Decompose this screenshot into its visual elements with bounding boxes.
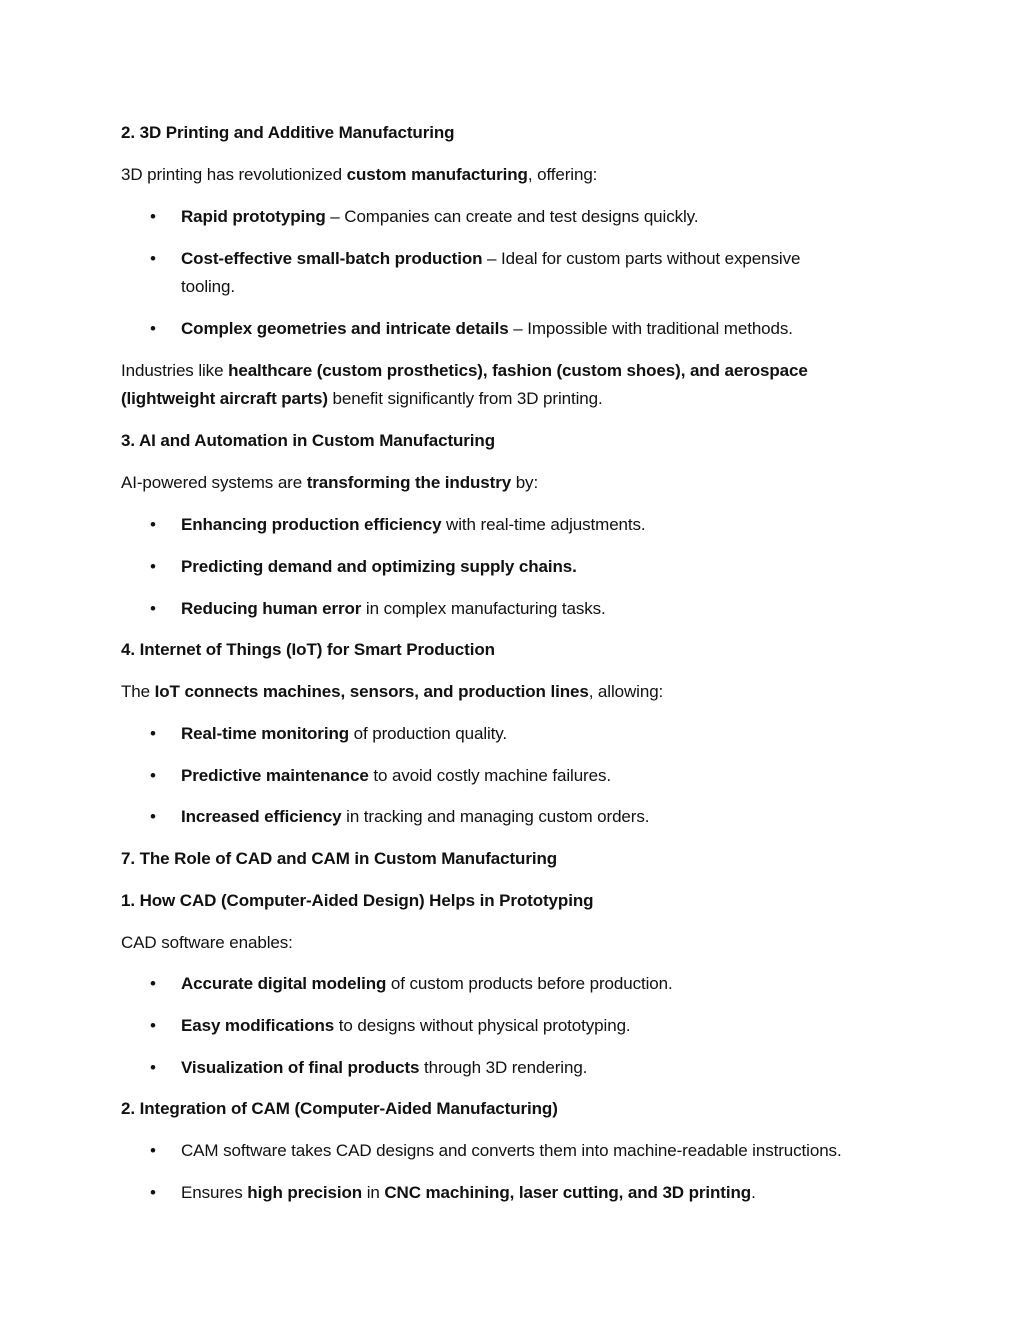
text: through 3D rendering.: [419, 1058, 588, 1077]
bullet-icon: •: [150, 515, 156, 534]
text: with real-time adjustments.: [441, 515, 646, 534]
bullet-icon: •: [150, 557, 156, 576]
text: in complex manufacturing tasks.: [361, 599, 606, 618]
bold-text: high precision: [247, 1183, 363, 1202]
paragraph-ai-intro: [121, 469, 538, 497]
list-item: [181, 203, 698, 231]
bullet-icon: •: [150, 974, 156, 993]
bullet-icon: •: [150, 807, 156, 826]
bold-text: Accurate digital modeling: [181, 974, 387, 993]
bold-text: Enhancing production efficiency: [181, 515, 442, 534]
bullet-icon: •: [150, 1183, 156, 1202]
text: of custom products before production.: [386, 974, 673, 993]
list-item: [181, 553, 577, 581]
paragraph-industries-cont: [121, 385, 603, 413]
text: , offering:: [527, 165, 598, 184]
bold-text: Increased efficiency: [181, 807, 342, 826]
text: by:: [511, 473, 539, 492]
text: – Impossible with traditional methods.: [508, 319, 793, 338]
bold-text: Complex geometries and intricate details: [181, 319, 509, 338]
section-heading-iot: 4. Internet of Things (IoT) for Smart Production: [121, 640, 495, 659]
bullet-icon: •: [150, 249, 156, 268]
text: Ensures: [181, 1183, 248, 1202]
bold-text: IoT connects machines, sensors, and production lines: [154, 682, 589, 701]
bullet-icon: •: [150, 319, 156, 338]
bold-text: transforming the industry: [306, 473, 512, 492]
bold-text: custom manufacturing: [346, 165, 528, 184]
paragraph-cad-intro: CAD software enables:: [121, 933, 293, 952]
list-item: [181, 315, 793, 343]
text: of production quality.: [349, 724, 508, 743]
bold-text: (lightweight aircraft parts): [121, 389, 328, 408]
text: AI-powered systems are: [121, 473, 307, 492]
list-item: [181, 1179, 756, 1207]
bullet-icon: •: [150, 599, 156, 618]
paragraph-3d-intro: [121, 161, 597, 189]
bold-text: Rapid prototyping: [181, 207, 326, 226]
list-item: [181, 803, 649, 831]
paragraph-industries: [121, 357, 808, 385]
text: .: [751, 1183, 756, 1202]
list-item: [181, 511, 646, 539]
bold-text: Cost-effective small-batch production: [181, 249, 483, 268]
list-item: [181, 720, 507, 748]
list-item: CAM software takes CAD designs and converts them into machine-readable instructions.: [181, 1141, 842, 1160]
text: Industries like: [121, 361, 229, 380]
subheading-cam: 2. Integration of CAM (Computer-Aided Manufacturing): [121, 1099, 558, 1118]
bold-text: CNC machining, laser cutting, and 3D printing: [384, 1183, 752, 1202]
section-heading-ai: 3. AI and Automation in Custom Manufacturing: [121, 431, 495, 450]
text: 3D printing has revolutionized: [121, 165, 347, 184]
text: – Ideal for custom parts without expensive: [482, 249, 801, 268]
bullet-icon: •: [150, 1058, 156, 1077]
bold-text: healthcare (custom prosthetics), fashion (custom shoes), and aerospace: [228, 361, 808, 380]
text: The: [121, 682, 155, 701]
text: in tracking and managing custom orders.: [341, 807, 650, 826]
list-item: [181, 970, 673, 998]
list-item: [181, 762, 611, 790]
list-item-continuation: tooling.: [181, 277, 236, 296]
list-item: [181, 245, 800, 273]
list-item: [181, 1054, 587, 1082]
bullet-icon: •: [150, 207, 156, 226]
section-heading-3d-printing: 2. 3D Printing and Additive Manufacturing: [121, 123, 455, 142]
bold-text: Reducing human error: [181, 599, 362, 618]
bullet-icon: •: [150, 724, 156, 743]
bold-text: Real-time monitoring: [181, 724, 350, 743]
bold-text: Easy modifications: [181, 1016, 335, 1035]
paragraph-iot-intro: [121, 678, 663, 706]
bullet-icon: •: [150, 1141, 156, 1160]
text: in: [362, 1183, 385, 1202]
text: benefit significantly from 3D printing.: [327, 389, 603, 408]
subheading-cad: 1. How CAD (Computer-Aided Design) Helps in Prototyping: [121, 891, 594, 910]
list-item: [181, 595, 606, 623]
text: to avoid costly machine failures.: [368, 766, 611, 785]
bold-text: Predictive maintenance: [181, 766, 369, 785]
bullet-icon: •: [150, 766, 156, 785]
text: to designs without physical prototyping.: [334, 1016, 631, 1035]
section-heading-cad-cam: 7. The Role of CAD and CAM in Custom Manufacturing: [121, 849, 558, 868]
bold-text: Visualization of final products: [181, 1058, 420, 1077]
text: , allowing:: [588, 682, 664, 701]
text: – Companies can create and test designs quickly.: [325, 207, 699, 226]
bullet-icon: •: [150, 1016, 156, 1035]
bold-text: Predicting demand and optimizing supply chains.: [181, 557, 577, 576]
list-item: [181, 1012, 631, 1040]
